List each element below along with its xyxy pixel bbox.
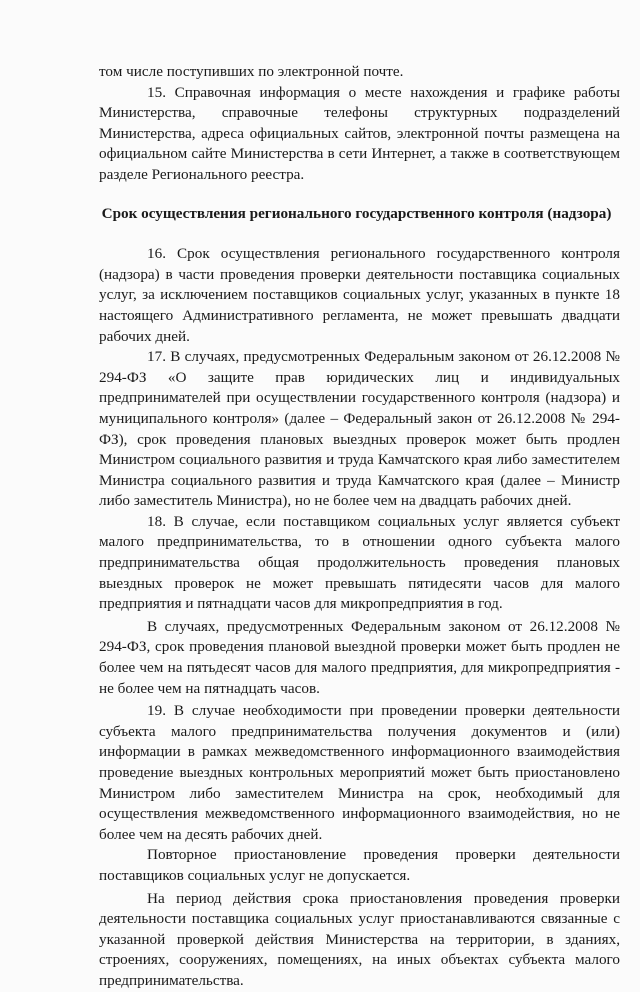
paragraph-19: 19. В случае необходимости при проведении проверки деятельности субъекта малого предпринимательства получения документов и (или) информации в рамках межведомственного информационного взаимодействия проведение выездных контрольных мероприятий может быть приостановлено Министром либо заместителем Министра на срок, необходимый для осуществления межведомственного информационного взаимодействия, но не более чем на десять рабочих дней. — [99, 702, 620, 843]
paragraph-17: 17. В случаях, предусмотренных Федеральным законом от 26.12.2008 № 294-ФЗ «О защите прав юридических лиц и индивидуальных предпринимателей при осуществлении государственного контроля (надзора) и муниципального контроля» (далее – Федеральный закон от 26.12.2008 № 294-ФЗ), срок проведения плановых выездных проверок может быть продлен Министром социального развития и труда Камчатского края либо заместителем Министра социального развития и труда Камчатского края (далее – Министр либо заместитель Министра), но не более чем на двадцать рабочих дней. — [99, 348, 620, 510]
paragraph-18: 18. В случае, если поставщиком социальных услуг является субъект малого предпринимательства, то в отношении одного субъекта малого предпринимательства общая продолжительность проведения плановых выездных проверок не может превышать пятидесяти часов для малого предприятия и пятнадцати часов для микропредприятия в год. — [99, 512, 620, 613]
paragraph-continuation: том числе поступивших по электронной почте. — [99, 63, 404, 80]
paragraph-16: 16. Срок осуществления регионального государственного контроля (надзора) в части проведения проверки деятельности поставщика социальных услуг, за исключением поставщиков социальных услуг, указанных в пункте 18 настоящего Административного регламента, не может превышать двадцати рабочих дней. — [99, 245, 620, 345]
paragraph-18-extension: В случаях, предусмотренных Федеральным законом от 26.12.2008 № 294-ФЗ, срок проведения плановой выездной проверки может быть продлен не более чем на пятьдесят часов для малого предприятия, для микропредприятия - не более чем на пятнадцать часов. — [99, 617, 620, 697]
paragraph-15: 15. Справочная информация о месте нахождения и графике работы Министерства, справочные телефоны структурных подразделений Министерства, адреса официальных сайтов, электронной почты размещена на официальном сайте Министерства в сети Интернет, а также в соответствующем разделе Регионального реестра. — [99, 83, 620, 183]
paragraph-19-repeat-suspension: Повторное приостановление проведения проверки деятельности поставщиков социальных услуг не допускается. — [99, 846, 620, 884]
section-heading: Срок осуществления регионального государственного контроля (надзора) — [101, 204, 612, 222]
paragraph-19-suspension-period: На период действия срока приостановления проведения проверки деятельности поставщика социальных услуг приостанавливаются связанные с указанной проверкой действия Министерства на территории, в зданиях, строениях, сооружениях, помещениях, на иных объектах субъекта малого предпринимательства. — [99, 889, 620, 989]
